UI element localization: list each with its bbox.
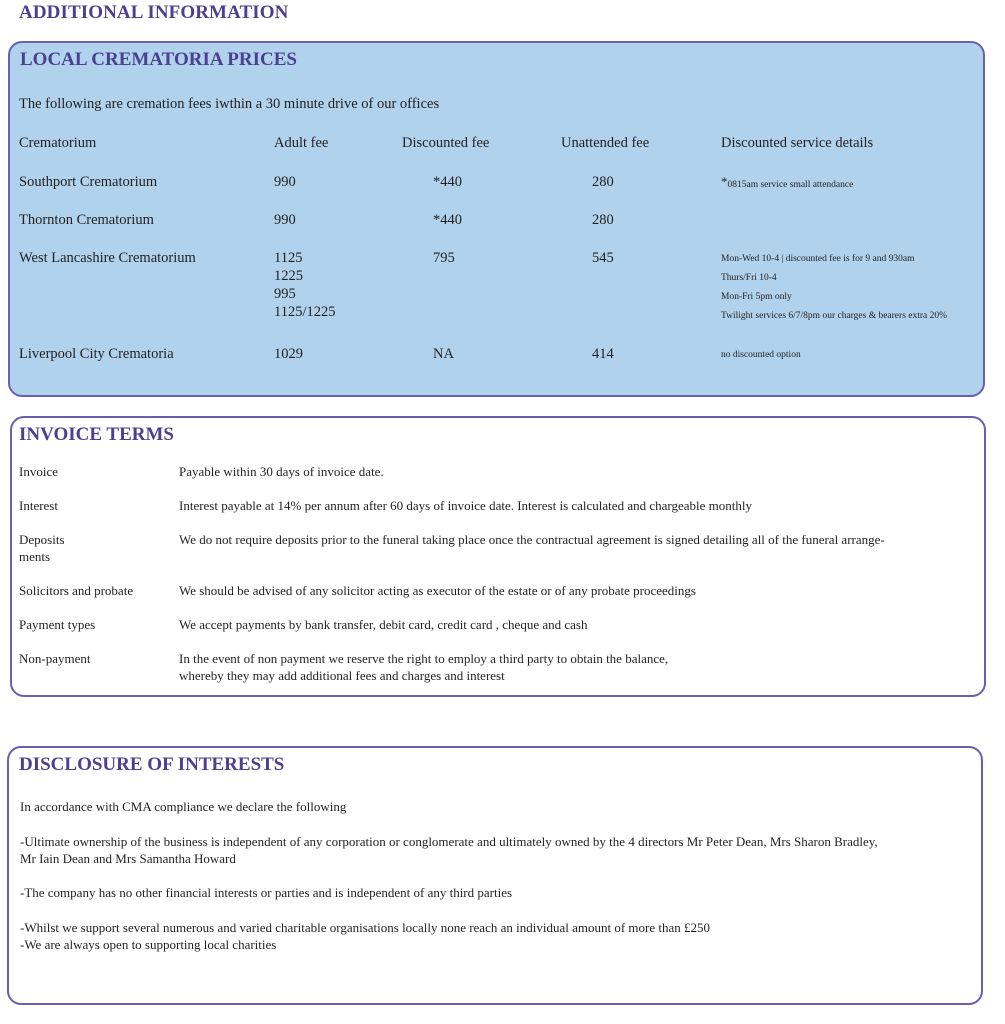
- col-header-crematorium: Crematorium: [19, 135, 97, 151]
- discount-detail-line: Mon-Wed 10-4 | discounted fee is for 9 and 930am: [721, 254, 915, 264]
- disclosure-ownership: -Ultimate ownership of the business is independent of any corporation or conglomerate and ultimately owned by the 4 directors Mr Peter Dean, Mrs Sharon Bradley,: [20, 834, 878, 849]
- discount-detail-line: no discounted option: [721, 350, 801, 360]
- adult-fee: 1029: [274, 346, 303, 362]
- discount-details: [721, 176, 853, 191]
- term-label: Payment types: [19, 617, 96, 632]
- term-value: Payable within 30 days of invoice date.: [179, 464, 384, 479]
- page-title: ADDITIONAL INFORMATION: [19, 2, 289, 23]
- crematorium-name: Southport Crematorium: [19, 174, 158, 190]
- discounted-fee: 795: [433, 250, 455, 266]
- adult-fee: 990: [274, 212, 296, 228]
- unattended-fee: 414: [592, 346, 614, 362]
- disclosure-panel: [7, 746, 983, 1005]
- disclosure-intro: In accordance with CMA compliance we declare the following: [20, 799, 347, 814]
- col-header-discounted-fee: Discounted fee: [402, 135, 490, 151]
- adult-fee: 1125: [274, 250, 303, 266]
- adult-fee: 1125/1225: [274, 304, 336, 320]
- unattended-fee: 545: [592, 250, 614, 266]
- discounted-fee: *440: [433, 174, 462, 190]
- crematorium-name: Thornton Crematorium: [19, 212, 154, 228]
- disclosure-charity-local: -We are always open to supporting local charities: [20, 937, 277, 952]
- adult-fee-list: [274, 249, 336, 321]
- discounted-fee: NA: [433, 346, 454, 362]
- term-value: We do not require deposits prior to the funeral taking place once the contractual agreement is signed detailing all of the funeral arrange-: [179, 532, 885, 547]
- adult-fee: 990: [274, 174, 296, 190]
- invoice-terms-title: INVOICE TERMS: [19, 424, 174, 445]
- term-value-continuation: whereby they may add additional fees and charges and interest: [179, 668, 505, 683]
- term-value: We accept payments by bank transfer, debit card, credit card , cheque and cash: [179, 617, 588, 632]
- adult-fee: 995: [274, 286, 296, 302]
- term-label: Interest: [19, 498, 58, 513]
- term-value: Interest payable at 14% per annum after 60 days of invoice date. Interest is calculated and chargeable monthly: [179, 498, 752, 513]
- disclosure-ownership-cont: Mr Iain Dean and Mrs Samantha Howard: [20, 851, 236, 866]
- discount-detail-line: Mon-Fri 5pm only: [721, 292, 792, 302]
- discount-detail-line: 0815am service small attendance: [727, 180, 854, 190]
- asterisk-marker: *: [721, 174, 728, 189]
- term-value: In the event of non payment we reserve the right to employ a third party to obtain the balance,: [179, 651, 669, 666]
- unattended-fee: 280: [592, 212, 614, 228]
- term-value: We should be advised of any solicitor acting as executor of the estate or of any probate proceedings: [179, 583, 696, 598]
- discount-detail-line: Twilight services 6/7/8pm our charges & bearers extra 20%: [721, 311, 948, 321]
- col-header-discount-details: Discounted service details: [721, 135, 874, 151]
- col-header-unattended-fee: Unattended fee: [561, 135, 650, 151]
- disclosure-title: DISCLOSURE OF INTERESTS: [19, 754, 285, 775]
- crematorium-name: Liverpool City Crematoria: [19, 346, 174, 362]
- col-header-adult-fee: Adult fee: [274, 135, 329, 151]
- term-label: Invoice: [19, 464, 58, 479]
- crematoria-prices-panel: [8, 41, 985, 397]
- crematorium-name: West Lancashire Crematorium: [19, 250, 196, 266]
- discounted-fee: *440: [433, 212, 462, 228]
- discount-detail-line: Thurs/Fri 10-4: [721, 273, 777, 283]
- disclosure-financial: -The company has no other financial interests or parties and is independent of any third parties: [20, 885, 513, 900]
- term-label-continuation: ments: [19, 549, 51, 564]
- unattended-fee: 280: [592, 174, 614, 190]
- term-label: Solicitors and probate: [19, 583, 134, 598]
- adult-fee: 1225: [274, 268, 303, 284]
- crematoria-intro: The following are cremation fees iwthin a 30 minute drive of our offices: [19, 96, 440, 112]
- invoice-terms-panel: [10, 416, 986, 697]
- disclosure-charity: -Whilst we support several numerous and varied charitable organisations locally none reach an individual amount of more than £250: [20, 920, 711, 935]
- crematoria-title: LOCAL CREMATORIA PRICES: [20, 49, 297, 70]
- term-label: Deposits: [19, 532, 65, 547]
- term-label: Non-payment: [19, 651, 91, 666]
